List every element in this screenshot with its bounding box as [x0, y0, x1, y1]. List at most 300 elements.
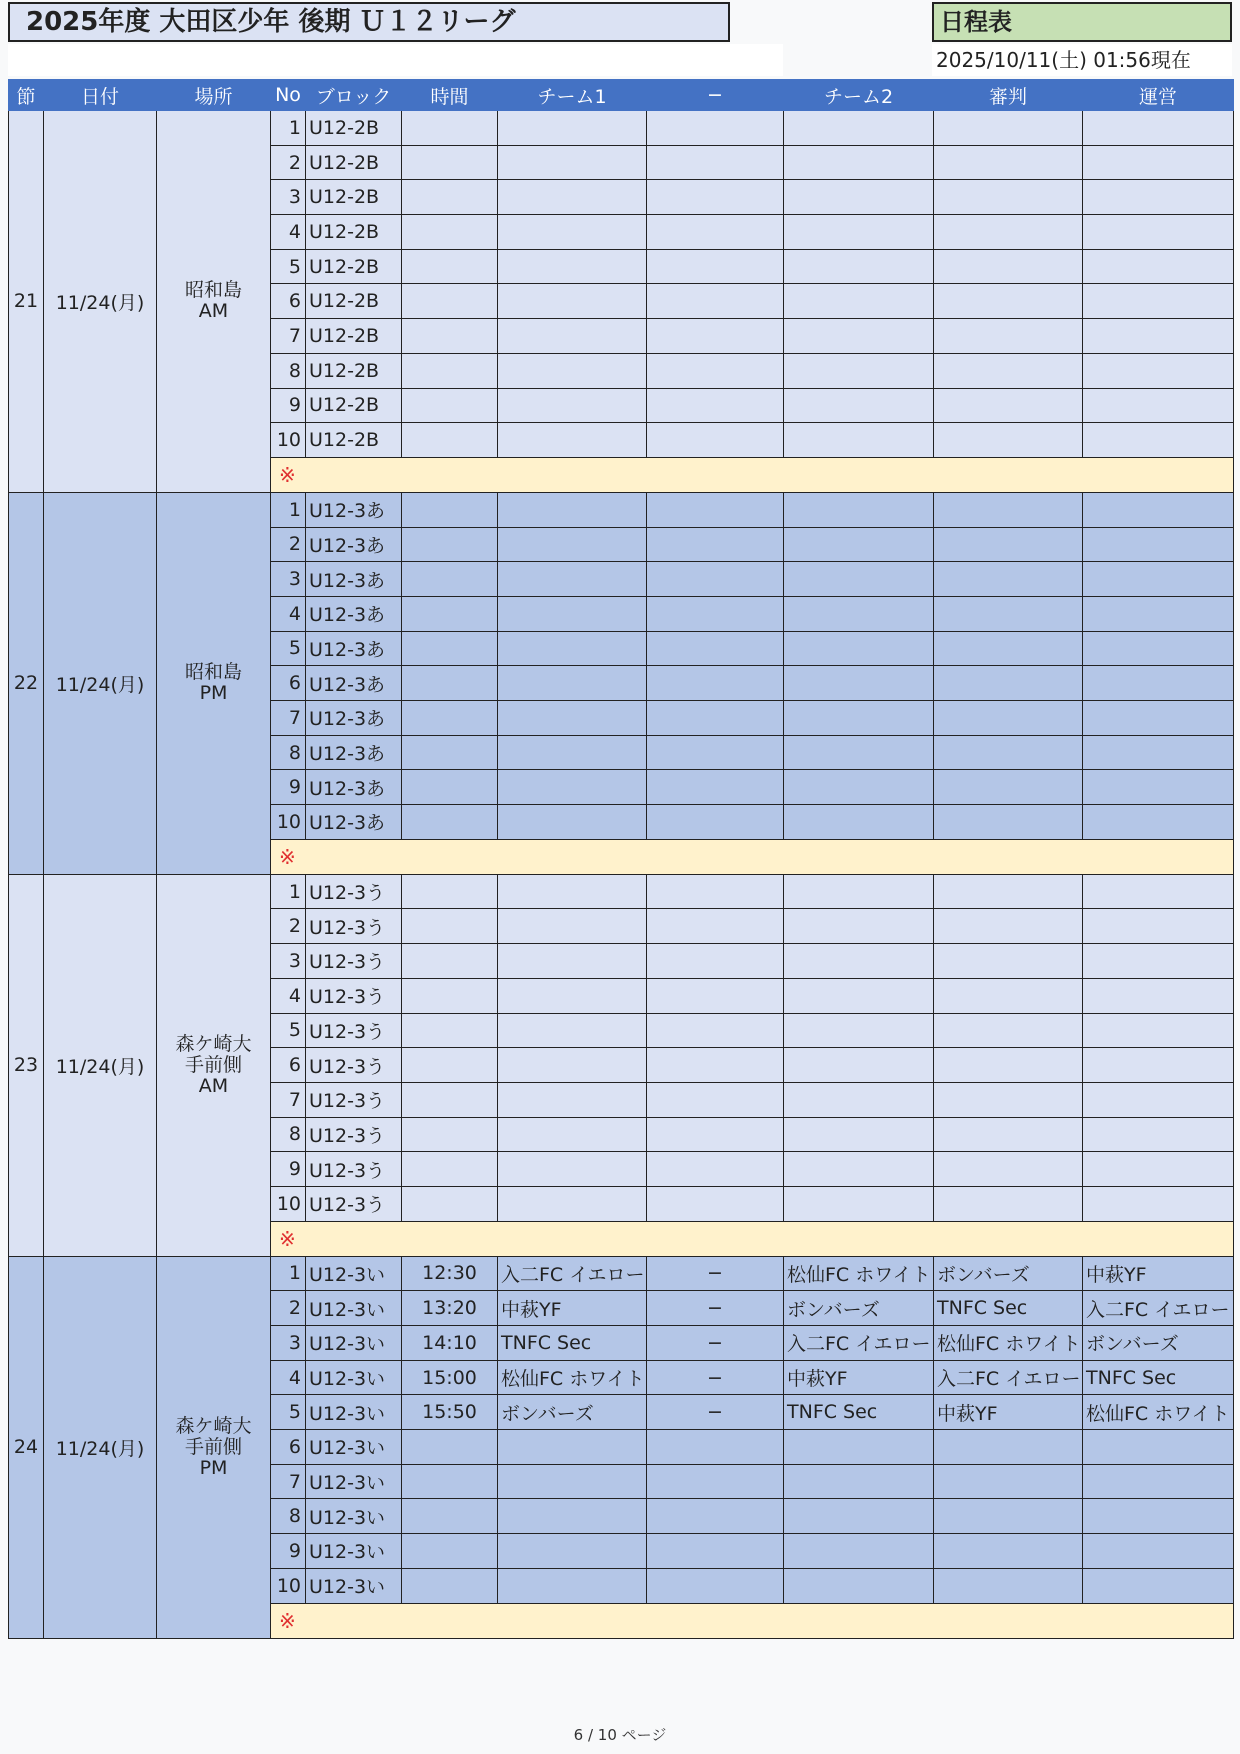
match-referee: TNFC Sec	[934, 1291, 1083, 1326]
match-team2	[784, 874, 934, 909]
match-referee	[934, 1568, 1083, 1603]
match-team1	[498, 215, 647, 250]
match-block: U12-3い	[306, 1326, 402, 1361]
venue-line: 森ケ崎大	[175, 1414, 252, 1437]
match-dash	[647, 1430, 784, 1465]
match-team2	[784, 1013, 934, 1048]
match-referee	[934, 1013, 1083, 1048]
match-no: 6	[271, 284, 306, 319]
match-operator	[1083, 1430, 1234, 1465]
schedule-label: 日程表	[932, 2, 1232, 42]
match-operator	[1083, 1186, 1234, 1221]
match-time	[402, 1117, 498, 1152]
match-team2: TNFC Sec	[784, 1395, 934, 1430]
match-operator	[1083, 249, 1234, 284]
match-time	[402, 145, 498, 180]
match-team1	[498, 1048, 647, 1083]
match-referee	[934, 562, 1083, 597]
venue-line: AM	[198, 300, 229, 323]
note-mark: ※	[271, 1221, 1234, 1256]
match-block: U12-2B	[306, 215, 402, 250]
match-block: U12-3い	[306, 1430, 402, 1465]
match-block: U12-3あ	[306, 735, 402, 770]
match-referee: ボンバーズ	[934, 1256, 1083, 1291]
match-team1: 松仙FC ホワイト	[498, 1360, 647, 1395]
round-date: 11/24(月)	[44, 1256, 157, 1638]
match-time	[402, 319, 498, 354]
match-dash	[647, 1568, 784, 1603]
venue-line: 森ケ崎大	[175, 1032, 252, 1055]
table-row	[9, 874, 1234, 909]
match-dash	[647, 111, 784, 146]
match-dash	[647, 944, 784, 979]
match-block: U12-3い	[306, 1360, 402, 1395]
match-team1	[498, 1464, 647, 1499]
match-dash	[647, 284, 784, 319]
match-team2	[784, 1082, 934, 1117]
match-block: U12-3う	[306, 1152, 402, 1187]
match-no: 1	[271, 492, 306, 527]
match-team2	[784, 631, 934, 666]
match-dash: −	[647, 1256, 784, 1291]
match-no: 8	[271, 1117, 306, 1152]
match-team1	[498, 596, 647, 631]
match-referee	[934, 249, 1083, 284]
match-time	[402, 1568, 498, 1603]
match-referee	[934, 770, 1083, 805]
match-dash	[647, 1082, 784, 1117]
match-no: 3	[271, 180, 306, 215]
match-referee	[934, 527, 1083, 562]
match-block: U12-3い	[306, 1395, 402, 1430]
match-time: 14:10	[402, 1326, 498, 1361]
page-title: 2025年度 大田区少年 後期 Ｕ１２リーグ	[8, 2, 730, 42]
match-time: 15:00	[402, 1360, 498, 1395]
match-dash	[647, 666, 784, 701]
match-dash	[647, 423, 784, 458]
match-block: U12-3い	[306, 1534, 402, 1569]
match-time	[402, 180, 498, 215]
match-no: 4	[271, 215, 306, 250]
venue-line: 手前側	[184, 1053, 242, 1076]
match-team1	[498, 1568, 647, 1603]
match-team2	[784, 249, 934, 284]
match-block: U12-3い	[306, 1499, 402, 1534]
match-dash	[647, 735, 784, 770]
match-time: 15:50	[402, 1395, 498, 1430]
match-no: 4	[271, 596, 306, 631]
match-referee	[934, 492, 1083, 527]
match-block: U12-2B	[306, 145, 402, 180]
match-operator	[1083, 1499, 1234, 1534]
match-dash	[647, 1499, 784, 1534]
match-no: 5	[271, 631, 306, 666]
match-referee	[934, 423, 1083, 458]
match-operator	[1083, 596, 1234, 631]
match-operator	[1083, 874, 1234, 909]
match-referee	[934, 1186, 1083, 1221]
match-no: 2	[271, 527, 306, 562]
match-time	[402, 1048, 498, 1083]
match-team1	[498, 423, 647, 458]
match-team1	[498, 111, 647, 146]
match-time	[402, 492, 498, 527]
match-referee	[934, 319, 1083, 354]
match-dash	[647, 1186, 784, 1221]
match-time	[402, 978, 498, 1013]
match-team2	[784, 284, 934, 319]
match-dash	[647, 1534, 784, 1569]
match-block: U12-3あ	[306, 701, 402, 736]
match-time	[402, 770, 498, 805]
match-team2	[784, 353, 934, 388]
match-block: U12-3う	[306, 1048, 402, 1083]
venue-line: AM	[198, 1074, 229, 1097]
match-no: 7	[271, 701, 306, 736]
match-no: 1	[271, 874, 306, 909]
match-team2	[784, 1464, 934, 1499]
match-team2	[784, 596, 934, 631]
match-operator	[1083, 666, 1234, 701]
match-no: 9	[271, 388, 306, 423]
match-dash: −	[647, 1291, 784, 1326]
match-no: 5	[271, 1013, 306, 1048]
match-referee	[934, 145, 1083, 180]
match-operator: 入二FC イエロー	[1083, 1291, 1234, 1326]
match-operator	[1083, 1464, 1234, 1499]
match-team2	[784, 944, 934, 979]
match-operator	[1083, 145, 1234, 180]
match-operator	[1083, 423, 1234, 458]
match-referee	[934, 1048, 1083, 1083]
match-team1	[498, 249, 647, 284]
match-time	[402, 423, 498, 458]
match-referee	[934, 388, 1083, 423]
match-team1	[498, 1082, 647, 1117]
col-header-dash: −	[647, 80, 784, 111]
match-no: 6	[271, 1048, 306, 1083]
match-referee	[934, 1499, 1083, 1534]
match-no: 3	[271, 944, 306, 979]
match-team2	[784, 1430, 934, 1465]
match-referee: 入二FC イエロー	[934, 1360, 1083, 1395]
match-operator	[1083, 631, 1234, 666]
match-no: 3	[271, 562, 306, 597]
match-operator	[1083, 111, 1234, 146]
col-header-venue: 場所	[157, 80, 271, 111]
match-referee	[934, 978, 1083, 1013]
match-time	[402, 631, 498, 666]
match-operator	[1083, 1013, 1234, 1048]
match-team2: ボンバーズ	[784, 1291, 934, 1326]
match-no: 9	[271, 770, 306, 805]
match-team1	[498, 978, 647, 1013]
match-operator	[1083, 770, 1234, 805]
match-dash	[647, 701, 784, 736]
match-referee	[934, 215, 1083, 250]
match-block: U12-3い	[306, 1464, 402, 1499]
venue-line: PM	[199, 1456, 228, 1479]
match-team2	[784, 145, 934, 180]
match-team2	[784, 701, 934, 736]
match-no: 10	[271, 1186, 306, 1221]
match-team1	[498, 1430, 647, 1465]
round-number: 23	[9, 874, 44, 1256]
match-referee	[934, 909, 1083, 944]
match-referee	[934, 353, 1083, 388]
match-team1	[498, 388, 647, 423]
match-dash	[647, 215, 784, 250]
round-group	[9, 492, 1234, 874]
col-header-team2: チーム2	[784, 80, 934, 111]
match-time	[402, 1013, 498, 1048]
col-header-operator: 運営	[1083, 80, 1234, 111]
match-time	[402, 874, 498, 909]
match-team2	[784, 1186, 934, 1221]
match-block: U12-2B	[306, 111, 402, 146]
match-referee	[934, 180, 1083, 215]
match-block: U12-2B	[306, 388, 402, 423]
timestamp: 2025/10/11(土) 01:56現在	[932, 44, 1232, 76]
note-mark: ※	[271, 1603, 1234, 1638]
round-venue	[157, 492, 271, 874]
match-team2: 松仙FC ホワイト	[784, 1256, 934, 1291]
match-block: U12-2B	[306, 249, 402, 284]
match-no: 7	[271, 319, 306, 354]
page-footer: 6 / 10 ページ	[573, 1726, 667, 1744]
match-dash	[647, 180, 784, 215]
match-block: U12-2B	[306, 284, 402, 319]
schedule-table	[8, 79, 1234, 1639]
match-referee	[934, 735, 1083, 770]
match-team1	[498, 145, 647, 180]
match-time	[402, 1186, 498, 1221]
match-team1	[498, 874, 647, 909]
match-no: 5	[271, 1395, 306, 1430]
match-dash	[647, 319, 784, 354]
match-team2	[784, 527, 934, 562]
match-operator: ボンバーズ	[1083, 1326, 1234, 1361]
match-team2	[784, 1152, 934, 1187]
match-block: U12-2B	[306, 353, 402, 388]
match-block: U12-3あ	[306, 596, 402, 631]
match-no: 6	[271, 1430, 306, 1465]
match-time	[402, 215, 498, 250]
match-operator: 中萩YF	[1083, 1256, 1234, 1291]
match-referee	[934, 596, 1083, 631]
match-team1	[498, 1152, 647, 1187]
match-dash	[647, 770, 784, 805]
match-team1	[498, 562, 647, 597]
match-team1: TNFC Sec	[498, 1326, 647, 1361]
match-team1	[498, 805, 647, 840]
match-operator	[1083, 527, 1234, 562]
match-referee	[934, 284, 1083, 319]
table-row	[9, 492, 1234, 527]
match-team2	[784, 215, 934, 250]
match-no: 2	[271, 145, 306, 180]
col-header-time: 時間	[402, 80, 498, 111]
match-team2	[784, 423, 934, 458]
match-referee	[934, 701, 1083, 736]
round-venue	[157, 874, 271, 1256]
venue-line: PM	[199, 682, 228, 705]
match-time	[402, 666, 498, 701]
match-dash	[647, 249, 784, 284]
match-dash: −	[647, 1326, 784, 1361]
table-row	[9, 1256, 1234, 1291]
match-team2	[784, 319, 934, 354]
match-team1	[498, 735, 647, 770]
match-no: 7	[271, 1464, 306, 1499]
match-time	[402, 111, 498, 146]
match-operator	[1083, 388, 1234, 423]
match-operator	[1083, 319, 1234, 354]
match-team1	[498, 527, 647, 562]
match-block: U12-3い	[306, 1291, 402, 1326]
match-referee	[934, 805, 1083, 840]
venue-line: 手前側	[184, 1435, 242, 1458]
match-team1	[498, 319, 647, 354]
match-operator	[1083, 1117, 1234, 1152]
match-dash	[647, 145, 784, 180]
match-dash	[647, 1013, 784, 1048]
match-time	[402, 701, 498, 736]
match-time	[402, 353, 498, 388]
match-time	[402, 1430, 498, 1465]
match-dash	[647, 562, 784, 597]
match-team2: 入二FC イエロー	[784, 1326, 934, 1361]
match-team1	[498, 1013, 647, 1048]
match-team2: 中萩YF	[784, 1360, 934, 1395]
col-header-team1: チーム1	[498, 80, 647, 111]
match-team1	[498, 666, 647, 701]
match-operator	[1083, 1534, 1234, 1569]
match-dash: −	[647, 1360, 784, 1395]
match-dash	[647, 909, 784, 944]
match-referee	[934, 1152, 1083, 1187]
match-block: U12-3う	[306, 909, 402, 944]
match-block: U12-2B	[306, 423, 402, 458]
col-header-setsu: 節	[9, 80, 44, 111]
match-block: U12-3あ	[306, 666, 402, 701]
match-referee	[934, 1082, 1083, 1117]
match-team1	[498, 284, 647, 319]
match-referee	[934, 631, 1083, 666]
match-time	[402, 1464, 498, 1499]
match-block: U12-3う	[306, 978, 402, 1013]
match-team1	[498, 180, 647, 215]
match-team2	[784, 388, 934, 423]
match-referee	[934, 1534, 1083, 1569]
match-block: U12-2B	[306, 180, 402, 215]
match-time	[402, 735, 498, 770]
match-team1	[498, 353, 647, 388]
match-team1: 中萩YF	[498, 1291, 647, 1326]
round-number: 21	[9, 111, 44, 493]
match-operator	[1083, 353, 1234, 388]
match-no: 1	[271, 1256, 306, 1291]
match-team2	[784, 562, 934, 597]
match-no: 9	[271, 1152, 306, 1187]
match-referee: 中萩YF	[934, 1395, 1083, 1430]
match-team2	[784, 909, 934, 944]
match-operator	[1083, 944, 1234, 979]
match-operator	[1083, 284, 1234, 319]
match-block: U12-3う	[306, 1013, 402, 1048]
match-operator: TNFC Sec	[1083, 1360, 1234, 1395]
round-date: 11/24(月)	[44, 492, 157, 874]
match-team1	[498, 1186, 647, 1221]
match-no: 7	[271, 1082, 306, 1117]
note-mark: ※	[271, 457, 1234, 492]
match-time	[402, 284, 498, 319]
match-dash	[647, 596, 784, 631]
match-block: U12-3あ	[306, 631, 402, 666]
match-dash	[647, 1464, 784, 1499]
match-no: 5	[271, 249, 306, 284]
match-time: 13:20	[402, 1291, 498, 1326]
match-operator	[1083, 1568, 1234, 1603]
match-no: 2	[271, 909, 306, 944]
match-dash	[647, 388, 784, 423]
match-team1: 入二FC イエロー	[498, 1256, 647, 1291]
match-team1	[498, 492, 647, 527]
col-header-referee: 審判	[934, 80, 1083, 111]
match-block: U12-3う	[306, 1082, 402, 1117]
match-referee	[934, 111, 1083, 146]
round-number: 24	[9, 1256, 44, 1638]
match-no: 4	[271, 1360, 306, 1395]
round-group	[9, 111, 1234, 493]
match-time	[402, 527, 498, 562]
match-team2	[784, 111, 934, 146]
col-header-no: No	[271, 80, 306, 111]
match-referee	[934, 1117, 1083, 1152]
round-group	[9, 1256, 1234, 1638]
match-dash	[647, 805, 784, 840]
match-time	[402, 805, 498, 840]
match-block: U12-3う	[306, 1186, 402, 1221]
match-operator	[1083, 215, 1234, 250]
match-team1	[498, 1534, 647, 1569]
match-time	[402, 1499, 498, 1534]
match-team2	[784, 1048, 934, 1083]
match-operator	[1083, 735, 1234, 770]
match-no: 4	[271, 978, 306, 1013]
match-no: 6	[271, 666, 306, 701]
match-referee	[934, 944, 1083, 979]
match-no: 2	[271, 1291, 306, 1326]
match-operator	[1083, 492, 1234, 527]
match-team2	[784, 1534, 934, 1569]
match-team1	[498, 701, 647, 736]
match-block: U12-3あ	[306, 492, 402, 527]
match-referee	[934, 666, 1083, 701]
col-header-date: 日付	[44, 80, 157, 111]
round-number: 22	[9, 492, 44, 874]
match-team2	[784, 1499, 934, 1534]
note-mark: ※	[271, 839, 1234, 874]
match-no: 9	[271, 1534, 306, 1569]
round-venue	[157, 1256, 271, 1638]
title-underline-strip	[8, 44, 783, 76]
match-team2	[784, 492, 934, 527]
match-no: 8	[271, 735, 306, 770]
match-no: 8	[271, 353, 306, 388]
match-team2	[784, 805, 934, 840]
match-dash	[647, 1117, 784, 1152]
